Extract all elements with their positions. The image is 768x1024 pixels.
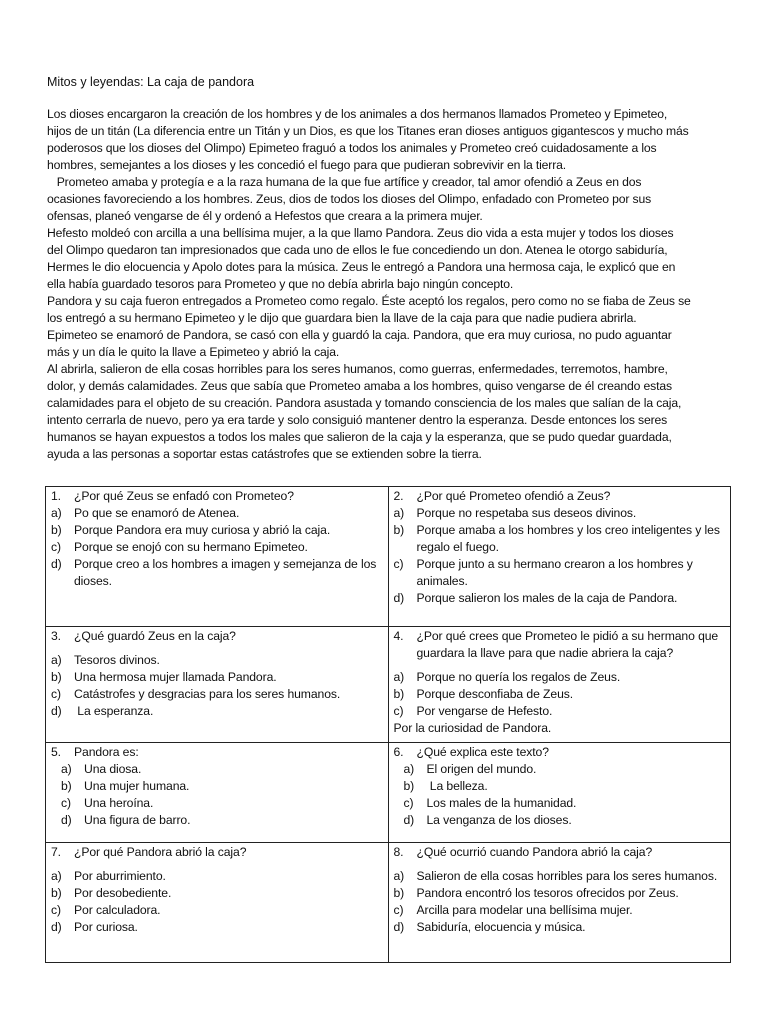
- document-title: Mitos y leyendas: La caja de pandora: [47, 75, 255, 89]
- question-cell-4: [388, 627, 731, 743]
- option-text: Porque se enojó con su hermano Epimeteo.: [74, 540, 308, 554]
- options-list: [394, 505, 725, 607]
- option-d[interactable]: [51, 703, 382, 720]
- option-d[interactable]: [51, 812, 382, 829]
- option-text: Por calculadora.: [74, 903, 161, 917]
- option-letter: b): [51, 523, 62, 537]
- option-letter: a): [393, 869, 405, 883]
- question-cell-1: [46, 487, 389, 627]
- story-line: Al abrirla, salieron de ella cosas horribles para los seres humanos, como guerras, enfermedades, terremotos, hambre,: [47, 362, 668, 376]
- option-text: Una diosa.: [84, 762, 142, 776]
- option-text: Por aburrimiento.: [74, 869, 166, 883]
- option-text: Tesoros divinos.: [74, 653, 160, 667]
- question-text: ¿Qué ocurrió cuando Pandora abrió la caja?: [416, 845, 653, 859]
- options-list: [394, 761, 725, 829]
- question-number: 1.: [51, 489, 61, 503]
- option-b[interactable]: [51, 522, 382, 539]
- question-number: 5.: [51, 745, 61, 759]
- question-number: 7.: [51, 845, 61, 859]
- option-text: Arcilla para modelar una bellísima mujer.: [416, 903, 633, 917]
- question-cell-8: [388, 843, 731, 963]
- option-d[interactable]: [394, 590, 725, 607]
- option-a[interactable]: [51, 868, 382, 885]
- question-6: [394, 744, 725, 761]
- option-c[interactable]: [394, 556, 725, 590]
- question-text: ¿Qué guardó Zeus en la caja?: [74, 629, 236, 643]
- option-text: Salieron de ella cosas horribles para los seres humanos.: [416, 869, 718, 883]
- option-text: Por curiosa.: [74, 920, 138, 934]
- option-b[interactable]: [394, 522, 725, 556]
- option-letter: c): [61, 796, 71, 810]
- option-c[interactable]: [394, 795, 725, 812]
- option-b[interactable]: [394, 885, 725, 902]
- option-text: Porque no respetaba sus deseos divinos.: [416, 506, 637, 520]
- option-c[interactable]: [51, 539, 382, 556]
- option-letter: d): [51, 557, 62, 571]
- option-text: Por vengarse de Hefesto.: [416, 704, 553, 718]
- option-letter: b): [61, 779, 72, 793]
- question-8: [394, 844, 725, 861]
- option-letter: a): [61, 762, 72, 776]
- options-list: [51, 761, 382, 829]
- story-line: los entregó a su hermano Epimeteo y le dijo que guardara bien la llave de la caja para que nadie pudiera abrirla.: [47, 311, 637, 325]
- story-line: dolor, y demás calamidades. Zeus que sabía que Prometeo amaba a los hombres, quiso vengarse de él creando estas: [47, 379, 672, 393]
- option-letter: d): [393, 591, 405, 605]
- question-text: ¿Por qué Prometeo ofendió a Zeus?: [416, 489, 611, 503]
- option-letter: a): [51, 653, 62, 667]
- story-line: intento cerrarla de nuevo, pero ya era tarde y solo consiguió mantener dentro la esperanza. Desde entonces los seres: [47, 413, 668, 427]
- option-b[interactable]: [51, 885, 382, 902]
- question-number: 6.: [393, 745, 404, 759]
- option-c[interactable]: [51, 686, 382, 703]
- option-text: Por desobediente.: [74, 886, 172, 900]
- option-letter: a): [51, 869, 62, 883]
- question-text: ¿Por qué Pandora abrió la caja?: [74, 845, 247, 859]
- question-4: [394, 628, 725, 662]
- option-text: Porque no quería los regalos de Zeus.: [416, 670, 621, 684]
- story-line: hombres, semejantes a los dioses y les concedió el fuego para que pudieran sobrevivir en la tierra.: [47, 158, 566, 172]
- option-letter: d): [61, 813, 72, 827]
- option-letter: b): [51, 886, 62, 900]
- question-cell-5: [46, 743, 389, 843]
- story-text: [47, 106, 737, 463]
- quiz-table: [45, 486, 731, 963]
- option-text: Porque amaba a los hombres y los creo inteligentes y les regalo el fuego.: [416, 523, 720, 554]
- option-letter: b): [403, 779, 415, 793]
- question-number: 4.: [393, 629, 404, 643]
- option-text: Porque creo a los hombres a imagen y semejanza de los dioses.: [74, 557, 377, 588]
- option-text: Catástrofes y desgracias para los seres humanos.: [74, 687, 341, 701]
- options-list: [51, 652, 382, 720]
- options-list: [394, 669, 725, 737]
- story-line: ofensas, planeó vengarse de él y ordenó a Hefestos que creara a la primera mujer.: [47, 209, 483, 223]
- story-line: Epimeteo se enamoró de Pandora, se casó con ella y guardó la caja. Pandora, que era muy curiosa, no pudo aguantar: [47, 328, 672, 342]
- story-line: hijos de un titán (La diferencia entre un Titán y un Dios, es que los Titanes eran dioses antiguos gigantescos y mucho más: [47, 124, 689, 138]
- option-d[interactable]: [51, 919, 382, 936]
- option-letter: c): [403, 796, 414, 810]
- option-b[interactable]: [51, 778, 382, 795]
- options-list: [51, 868, 382, 936]
- option-d[interactable]: [51, 556, 382, 590]
- quiz-row: [46, 743, 731, 843]
- option-letter: c): [51, 540, 61, 554]
- story-line: más y un día le quito la llave a Epimeteo y abrió la caja.: [47, 345, 340, 359]
- story-line: Prometeo amaba y protegía e a la raza humana de la que fue artífice y creador, tal amor ofendió a Zeus en dos: [47, 175, 642, 189]
- option-text: La venganza de los dioses.: [426, 813, 572, 827]
- option-text: Pandora encontró los tesoros ofrecidos por Zeus.: [416, 886, 679, 900]
- option-text: Una heroína.: [84, 796, 154, 810]
- story-line: poderosos que los dioses del Olimpo) Epimeteo fraguó a todos los animales y Prometeo creó cuidadosamente a los: [47, 141, 657, 155]
- story-line: ella había guardado tesoros para Prometeo y que no debía abrirla bajo ningún concepto.: [47, 277, 514, 291]
- question-5: [51, 744, 382, 761]
- option-text: Po que se enamoró de Atenea.: [74, 506, 240, 520]
- option-text: El origen del mundo.: [426, 762, 537, 776]
- story-line: Pandora y su caja fueron entregados a Prometeo como regalo. Éste aceptó los regalos, pero como no se fiaba de Zeus se: [47, 294, 691, 308]
- question-number: 8.: [393, 845, 404, 859]
- option-letter: b): [393, 523, 405, 537]
- quiz-row: [46, 843, 731, 963]
- option-a[interactable]: [394, 505, 725, 522]
- option-d-text[interactable]: Por la curiosidad de Pandora.: [393, 721, 552, 735]
- option-text: Una mujer humana.: [84, 779, 190, 793]
- question-cell-7: [46, 843, 389, 963]
- option-a[interactable]: [51, 761, 382, 778]
- option-letter: b): [393, 687, 405, 701]
- option-letter: c): [393, 557, 404, 571]
- question-number: 3.: [51, 629, 61, 643]
- option-text: Porque Pandora era muy curiosa y abrió la caja.: [74, 523, 331, 537]
- option-text: Sabiduría, elocuencia y música.: [416, 920, 586, 934]
- option-letter: c): [51, 687, 61, 701]
- story-line: calamidades para el objeto de su creación. Pandora asustada y tomando consciencia de los males que salían de la caja,: [47, 396, 682, 410]
- quiz-row: [46, 627, 731, 743]
- question-number: 2.: [393, 489, 404, 503]
- option-a[interactable]: [51, 652, 382, 669]
- option-text: Porque desconfiaba de Zeus.: [416, 687, 574, 701]
- option-letter: a): [393, 506, 405, 520]
- option-a[interactable]: [394, 761, 725, 778]
- story-line: del Olimpo quedaron tan impresionados que cada uno de ellos le fue concediendo un don. Atenea le otorgo sabiduría,: [47, 243, 668, 257]
- option-text: La esperanza.: [74, 704, 154, 718]
- quiz-row: [46, 487, 731, 627]
- option-letter: d): [51, 920, 62, 934]
- option-letter: a): [403, 762, 415, 776]
- question-cell-6: [388, 743, 731, 843]
- option-letter: c): [393, 704, 404, 718]
- option-b[interactable]: [394, 686, 725, 703]
- question-cell-2: [388, 487, 731, 627]
- question-2: [394, 488, 725, 505]
- option-a[interactable]: [394, 868, 725, 885]
- story-line: Hermes le dio elocuencia y Apolo dotes para la música. Zeus le entregó a Pandora una hermosa caja, le explicó que en: [47, 260, 676, 274]
- question-text: Pandora es:: [74, 745, 139, 759]
- option-c[interactable]: [51, 902, 382, 919]
- story-line: Los dioses encargaron la creación de los hombres y de los animales a dos hermanos llamados Prometeo y Epimeteo,: [47, 107, 668, 121]
- story-line: Hefesto moldeó con arcilla a una bellísima mujer, a la que llamo Pandora. Zeus dio vida a esta mujer y todos los dioses: [47, 226, 674, 240]
- option-d[interactable]: [394, 919, 725, 936]
- option-text: Una figura de barro.: [84, 813, 191, 827]
- story-line: ayuda a las personas a soportar estas catástrofes que se extienden sobre la tierra.: [47, 447, 482, 461]
- story-line: humanos se hayan expuestos a todos los males que salieron de la caja y la esperanza, que se pudo quedar guardada,: [47, 430, 672, 444]
- option-letter: a): [393, 670, 405, 684]
- option-d[interactable]: [394, 812, 725, 829]
- option-b[interactable]: [51, 669, 382, 686]
- option-letter: c): [393, 903, 404, 917]
- option-a[interactable]: [51, 505, 382, 522]
- option-c[interactable]: [394, 902, 725, 919]
- question-cell-3: [46, 627, 389, 743]
- option-text: Una hermosa mujer llamada Pandora.: [74, 670, 277, 684]
- option-letter: b): [51, 670, 62, 684]
- option-letter: c): [51, 903, 61, 917]
- option-b[interactable]: [394, 778, 725, 795]
- options-list: [394, 868, 725, 936]
- option-c[interactable]: [51, 795, 382, 812]
- question-text: ¿Por qué crees que Prometeo le pidió a su hermano que guardara la llave para que nadie abriera la caja?: [416, 629, 719, 660]
- option-letter: a): [51, 506, 62, 520]
- options-list: [51, 505, 382, 590]
- question-text: ¿Qué explica este texto?: [416, 745, 549, 759]
- option-text: La belleza.: [426, 779, 488, 793]
- option-text: Porque salieron los males de la caja de Pandora.: [416, 591, 678, 605]
- option-a[interactable]: [394, 669, 725, 686]
- question-1: [51, 488, 382, 505]
- option-text: Los males de la humanidad.: [426, 796, 577, 810]
- question-text: ¿Por qué Zeus se enfadó con Prometeo?: [74, 489, 294, 503]
- option-letter: b): [393, 886, 405, 900]
- option-c[interactable]: [394, 703, 725, 720]
- option-letter: d): [51, 704, 62, 718]
- option-letter: d): [393, 920, 405, 934]
- question-3: [51, 628, 382, 645]
- question-7: [51, 844, 382, 861]
- option-text: Porque junto a su hermano crearon a los hombres y animales.: [416, 557, 693, 588]
- option-letter: d): [403, 813, 415, 827]
- story-line: ocasiones favoreciendo a los hombres. Zeus, dios de todos los dioses del Olimpo, enfadado con Prometeo por sus: [47, 192, 652, 206]
